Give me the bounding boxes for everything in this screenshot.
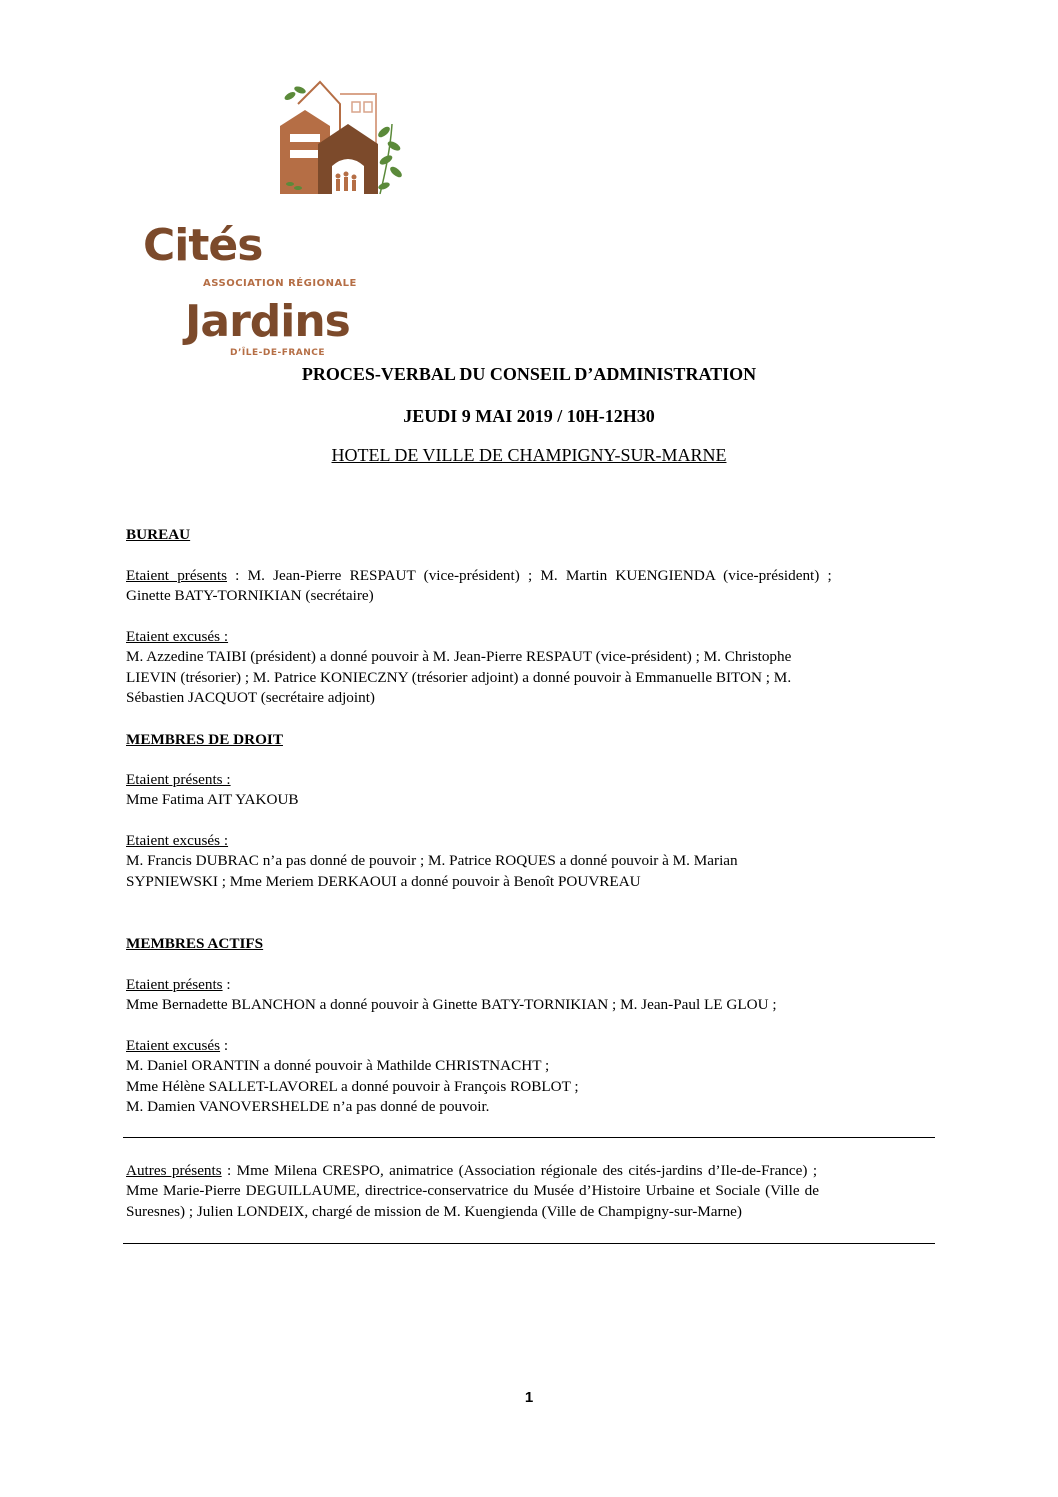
logo-word-cites: Cités (143, 220, 263, 271)
meeting-location: HOTEL DE VILLE DE CHAMPIGNY-SUR-MARNE (331, 445, 727, 465)
bureau-excused-line1: M. Azzedine TAIBI (président) a donné pouvoir à M. Jean-Pierre RESPAUT (vice-président) ; M. Christophe (126, 648, 792, 666)
actifs-present-paragraph: Etaient présents : Mme Bernadette BLANCHON a donné pouvoir à Ginette BATY-TORNIKIAN ; M. Jean-Paul LE GLOU ; (126, 975, 934, 1016)
actifs-present-line1: Mme Bernadette BLANCHON a donné pouvoir à Ginette BATY-TORNIKIAN ; M. Jean-Paul LE GLOU ; (126, 996, 777, 1014)
droit-excused-paragraph (126, 831, 934, 892)
document-title: PROCES-VERBAL DU CONSEIL D’ADMINISTRATION (301, 364, 757, 384)
horizontal-rule-bottom (123, 1243, 935, 1244)
logo-houses-illustration (140, 74, 420, 224)
actifs-excused-paragraph: Etaient excusés : M. Daniel ORANTIN a donné pouvoir à Mathilde CHRISTNACHT ; Mme Hélène SALLET-LAVOREL a donné pouvoir à François ROBLOT ; M. Damien VANOVERSHELDE n’a pas donné de pouvoir. (126, 1036, 934, 1118)
bureau-excused-paragraph (126, 627, 934, 709)
horizontal-rule-top (123, 1137, 935, 1138)
droit-present-label: Etaient présents : (126, 771, 231, 788)
actifs-present-label: Etaient présents (126, 976, 223, 993)
page-number: 1 (524, 1389, 534, 1406)
logo-word-jardins: Jardins (185, 296, 350, 347)
autres-presents-paragraph: Autres présents : Mme Milena CRESPO, animatrice (Association régionale des cités-jardins d’Ile-de-France) ; Mme Marie-Pierre DEGUILLAUME, directrice-conservatrice du Musée d’Histoire Urbaine et Sociale (Ville de Suresnes) ; Julien LONDEIX, chargé de mission de M. Kuengienda (Ville de Champigny-sur-Marne) (126, 1161, 934, 1222)
actifs-excused-line1: M. Daniel ORANTIN a donné pouvoir à Mathilde CHRISTNACHT ; (126, 1057, 550, 1075)
bureau-present-label: Etaient présents (126, 567, 227, 584)
droit-excused-line1: M. Francis DUBRAC n’a pas donné de pouvoir ; M. Patrice ROQUES a donné pouvoir à M. Marian (126, 852, 738, 870)
autres-presents-line1: Mme Milena CRESPO, animatrice (Association régionale des cités-jardins d’Ile-de-France) ; (231, 1162, 818, 1179)
meeting-date: JEUDI 9 MAI 2019 / 10H-12H30 (403, 406, 655, 426)
autres-presents-line3: Suresnes) ; Julien LONDEIX, chargé de mission de M. Kuengienda (Ville de Champigny-sur-Marne) (126, 1202, 742, 1220)
bureau-excused-line2: LIEVIN (trésorier) ; M. Patrice KONIECZNY (trésorier adjoint) a donné pouvoir à Emmanuelle BITON ; M. (126, 668, 792, 686)
bureau-present-text-line2: Ginette BATY-TORNIKIAN (secrétaire) (126, 587, 374, 605)
autres-presents-line2: Mme Marie-Pierre DEGUILLAUME, directrice-conservatrice du Musée d’Histoire Urbaine et Sociale (Ville de (126, 1182, 819, 1200)
bureau-excused-label: Etaient excusés : (126, 628, 229, 645)
bureau-present-paragraph: Etaient présents : M. Jean-Pierre RESPAUT (vice-président) ; M. Martin KUENGIENDA (vice-président) ; Ginette BATY-TORNIKIAN (secrétaire) (126, 566, 934, 607)
actifs-excused-line3: M. Damien VANOVERSHELDE n’a pas donné de pouvoir. (126, 1098, 490, 1116)
actifs-excused-line2: Mme Hélène SALLET-LAVOREL a donné pouvoir à François ROBLOT ; (126, 1077, 579, 1095)
section-heading-bureau: BUREAU (126, 526, 191, 543)
droit-excused-line2: SYPNIEWSKI ; Mme Meriem DERKAOUI a donné pouvoir à Benoît POUVREAU (126, 872, 641, 890)
section-heading-membres-actifs: MEMBRES ACTIFS (126, 935, 264, 952)
association-logo (140, 74, 420, 358)
bureau-excused-line3: Sébastien JACQUOT (secrétaire adjoint) (126, 689, 375, 707)
section-heading-membres-droit: MEMBRES DE DROIT (126, 731, 283, 748)
autres-presents-label: Autres présents (126, 1162, 222, 1179)
logo-region-text: D’ÎLE-DE-FRANCE (230, 348, 326, 358)
droit-excused-label: Etaient excusés : (126, 832, 229, 849)
logo-association-text: ASSOCIATION RÉGIONALE (203, 278, 357, 289)
droit-present-line1: Mme Fatima AIT YAKOUB (126, 791, 299, 809)
bureau-present-text-line1: M. Jean-Pierre RESPAUT (vice-président) ; M. Martin KUENGIENDA (vice-président) ; (239, 567, 832, 584)
droit-present-paragraph (126, 770, 934, 811)
actifs-excused-label: Etaient excusés (126, 1037, 221, 1054)
